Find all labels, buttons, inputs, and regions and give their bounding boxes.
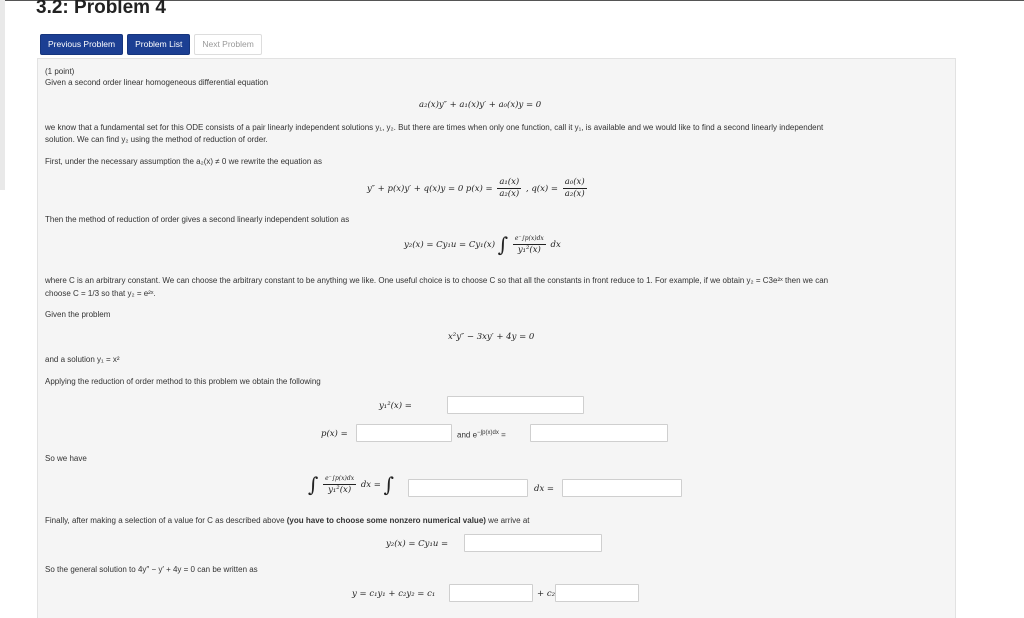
so-we-have-label: So we have bbox=[45, 454, 87, 463]
finally-start: Finally, after making a selection of a value for C as described above bbox=[45, 516, 287, 525]
y2-numerator: e⁻∫p(x)dx bbox=[513, 233, 546, 245]
points-label: (1 point) bbox=[45, 67, 75, 76]
and-e-label bbox=[457, 428, 506, 441]
e-integral-input[interactable] bbox=[530, 424, 668, 442]
y2-formula bbox=[404, 233, 561, 256]
intro-text: Given a second order linear homogeneous differential equation bbox=[45, 78, 269, 87]
general-y1-input[interactable] bbox=[449, 584, 533, 602]
rewritten-equation bbox=[367, 177, 589, 200]
y2-formula-lhs: y₂(x) = Cy₁u = Cy₁(x) bbox=[404, 240, 496, 250]
main-equation: a₂(x)y″ + a₁(x)y′ + a₀(x)y = 0 bbox=[419, 100, 542, 110]
problem-nav bbox=[40, 34, 262, 55]
plus-c2-label: + c₂ bbox=[537, 589, 555, 599]
and-e-text: and e bbox=[457, 430, 478, 440]
p-input[interactable] bbox=[356, 424, 452, 442]
paragraph-2: First, under the necessary assumption the a₂(x) ≠ 0 we rewrite the equation as bbox=[45, 157, 322, 166]
y2-denominator: y₁²(x) bbox=[517, 245, 541, 255]
y2-input[interactable] bbox=[464, 534, 602, 552]
next-problem-button[interactable]: Next Problem bbox=[194, 34, 262, 55]
finally-end: we arrive at bbox=[485, 516, 530, 525]
problem-panel bbox=[37, 58, 956, 618]
left-rule bbox=[0, 0, 5, 190]
given-problem-label: Given the problem bbox=[45, 310, 111, 319]
applying-text: Applying the reduction of order method to this problem we obtain the following bbox=[45, 377, 321, 386]
general-solution-text: So the general solution to 4y″ − y′ + 4y = 0 can be written as bbox=[45, 565, 258, 574]
paragraph-1-line-1: we know that a fundamental set for this ODE consists of a pair linearly independent solutions y₁, y₂. But there are times when only one function, call it y₁, is available and we would like to find a second linearly independent bbox=[45, 123, 824, 132]
y1-squared-label: y₁²(x) = bbox=[379, 401, 412, 411]
paragraph-4-line-2: choose C = 1/3 so that y₂ = e²ˣ. bbox=[45, 289, 156, 298]
problem-list-button[interactable]: Problem List bbox=[127, 34, 190, 55]
q-fraction bbox=[563, 177, 587, 200]
paragraph-3: Then the method of reduction of order gives a second linearly independent solution as bbox=[45, 215, 350, 224]
previous-problem-button[interactable]: Previous Problem bbox=[40, 34, 123, 55]
integral-denominator: y₁²(x) bbox=[328, 485, 352, 495]
p-denominator: a₂(x) bbox=[499, 189, 520, 199]
p-numerator: a₁(x) bbox=[499, 177, 520, 187]
integral-sign: ∫ bbox=[497, 232, 509, 257]
y2-fraction bbox=[513, 233, 546, 256]
p-fraction bbox=[497, 177, 521, 200]
p-label: p(x) = bbox=[321, 429, 348, 439]
integral-dx-eq: dx = bbox=[360, 480, 381, 490]
finally-text bbox=[45, 515, 530, 526]
page-title: 3.2: Problem 4 bbox=[36, 0, 166, 18]
general-equation: y = c₁y₁ + c₂y₂ = c₁ bbox=[352, 589, 436, 599]
integrand-input[interactable] bbox=[408, 479, 528, 497]
q-numerator: a₀(x) bbox=[564, 177, 585, 187]
y2-result-label: y₂(x) = Cy₁u = bbox=[386, 539, 449, 549]
q-denominator: a₂(x) bbox=[564, 189, 585, 199]
integral-fraction bbox=[323, 473, 356, 496]
y1-squared-input[interactable] bbox=[447, 396, 584, 414]
and-e-equals: = bbox=[501, 430, 506, 440]
finally-emphasis: (you have to choose some nonzero numerical value) bbox=[286, 516, 486, 525]
integral-expression bbox=[308, 473, 394, 496]
rewritten-lhs: y″ + p(x)y′ + q(x)y = 0 p(x) = bbox=[367, 184, 493, 194]
integral-sign-2: ∫ bbox=[308, 472, 319, 497]
paragraph-1-line-2: solution. We can find y₂ using the method of reduction of order. bbox=[45, 135, 268, 144]
integral-result-input[interactable] bbox=[562, 479, 682, 497]
general-y2-input[interactable] bbox=[555, 584, 639, 602]
dx-equals: dx = bbox=[534, 484, 555, 494]
q-lhs: , q(x) = bbox=[525, 184, 559, 194]
integral-numerator: e⁻∫p(x)dx bbox=[323, 473, 356, 485]
paragraph-4-line-1: where C is an arbitrary constant. We can choose the arbitrary constant to be anything we like. One useful choice is to choose C so that all the constants in front reduce to 1. For example, if we obtain y₂ = C3e²ˣ then we can bbox=[45, 276, 829, 285]
and-e-exponent: −∫p(x)dx bbox=[477, 430, 499, 436]
integral-sign-3: ∫ bbox=[383, 472, 394, 497]
problem-equation: x²y″ − 3xy′ + 4y = 0 bbox=[448, 332, 535, 342]
known-solution: and a solution y₁ = x² bbox=[45, 355, 120, 364]
y2-dx: dx bbox=[550, 240, 561, 250]
